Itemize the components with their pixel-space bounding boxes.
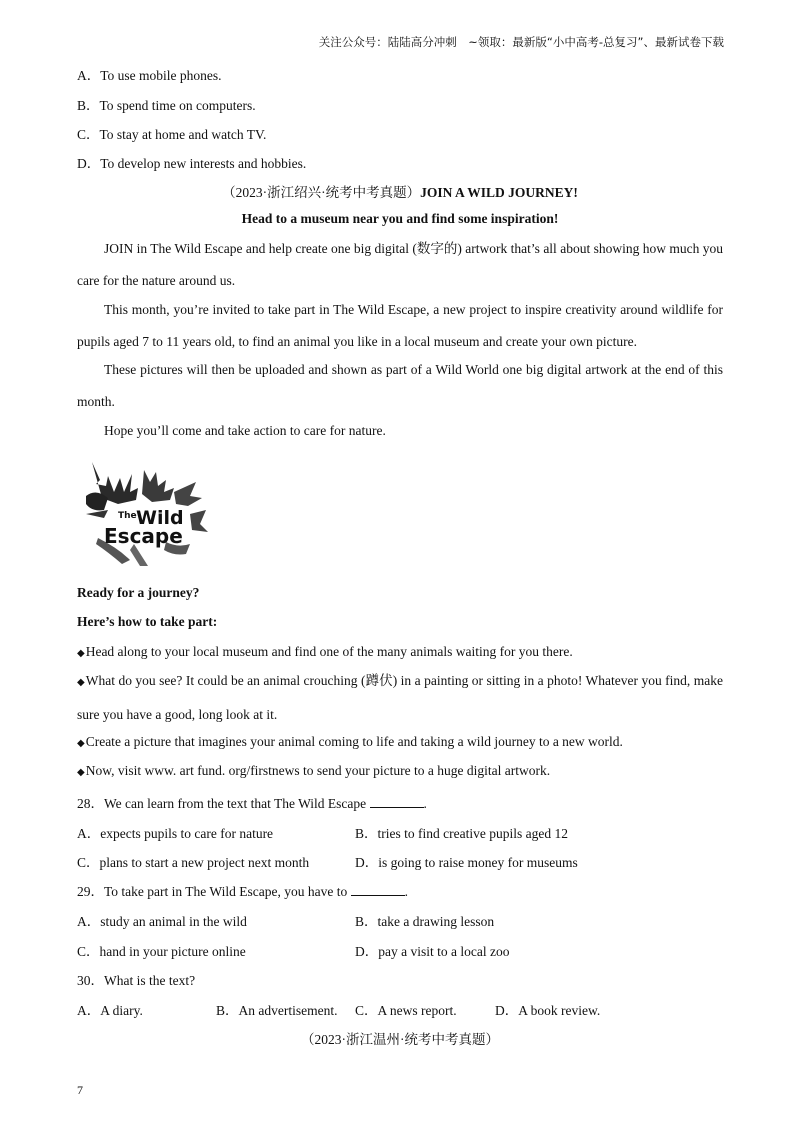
passage-heading xyxy=(0,181,800,201)
diamond-bullet-icon: ◆ xyxy=(77,767,85,778)
step-4 xyxy=(77,763,550,779)
step-4-text: Now, visit www. art fund. org/firstnews to send your picture to a huge digital artwork. xyxy=(85,763,551,778)
question-28-stem: 28．We can learn from the text that The Wild Escape xyxy=(77,796,370,811)
q30-option-d: D．A book review. xyxy=(495,1003,601,1018)
wild-escape-logo xyxy=(78,452,210,570)
q28-option-c: C．plans to start a new project next month xyxy=(77,855,310,870)
q30-option-a: A．A diary. xyxy=(77,1003,143,1018)
how-heading: Here’s how to take part: xyxy=(77,614,218,629)
paragraph-4: Hope you’ll come and take action to care for nature. xyxy=(104,423,386,438)
prev-option-a: A．To use mobile phones. xyxy=(77,68,222,83)
q30-option-b: B．An advertisement. xyxy=(216,1003,338,1018)
answer-blank xyxy=(351,883,405,896)
question-28 xyxy=(77,792,427,812)
question-30: 30．What is the text? xyxy=(77,973,196,988)
passage-subtitle: Head to a museum near you and find some inspiration! xyxy=(241,211,559,226)
q29-option-b: B．take a drawing lesson xyxy=(355,914,495,929)
passage-source: （2023·浙江绍兴·统考中考真题） xyxy=(222,185,421,200)
step-2 xyxy=(77,665,723,731)
q28-option-d: D．is going to raise money for museums xyxy=(355,855,578,870)
step-1-text: Head along to your local museum and find one of the many animals waiting for you there. xyxy=(85,644,573,659)
prev-option-b: B．To spend time on computers. xyxy=(77,98,256,113)
q29-option-a: A．study an animal in the wild xyxy=(77,914,247,929)
ready-heading: Ready for a journey? xyxy=(77,585,200,600)
page-number: 7 xyxy=(77,1083,83,1097)
q29-option-d: D．pay a visit to a local zoo xyxy=(355,944,510,959)
paragraph-2: This month, you’re invited to take part in The Wild Escape, a new project to inspire creativity around wildlife for pupils aged 7 to 11 years old, to find an animal you like in a local museum and create your own picture. xyxy=(77,302,723,349)
next-source: （2023·浙江温州·统考中考真题） xyxy=(301,1032,499,1047)
step-3 xyxy=(77,734,623,750)
question-28-end: . xyxy=(423,796,427,811)
question-29-stem: 29．To take part in The Wild Escape, you have to xyxy=(77,884,351,899)
diamond-bullet-icon: ◆ xyxy=(77,738,85,749)
step-3-text: Create a picture that imagines your animal coming to life and taking a wild journey to a new world. xyxy=(85,734,623,749)
prev-option-c: C．To stay at home and watch TV. xyxy=(77,127,267,142)
paragraph-1: JOIN in The Wild Escape and help create one big digital (数字的) artwork that’s all about showing how much you care for the nature around us. xyxy=(77,241,723,288)
prev-option-d: D．To develop new interests and hobbies. xyxy=(77,156,307,171)
diamond-bullet-icon: ◆ xyxy=(77,677,85,688)
logo-text-the: The xyxy=(118,511,137,521)
passage-title: JOIN A WILD JOURNEY! xyxy=(420,185,578,200)
paragraph-3: These pictures will then be uploaded and shown as part of a Wild World one big digital artwork at the end of this month. xyxy=(77,362,723,409)
q29-option-c: C．hand in your picture online xyxy=(77,944,246,959)
step-1 xyxy=(77,644,573,660)
answer-blank xyxy=(370,795,424,808)
logo-text-escape: Escape xyxy=(104,524,183,548)
logo-text-wild: Wild xyxy=(136,507,184,529)
q28-option-a: A．expects pupils to care for nature xyxy=(77,826,274,841)
diamond-bullet-icon: ◆ xyxy=(77,648,85,659)
q28-option-b: B．tries to find creative pupils aged 12 xyxy=(355,826,568,841)
page-header: 关注公众号：陆陆高分冲刺 ~领取：最新版“小中高考-总复习”、最新试卷下载 xyxy=(318,35,724,49)
question-29-end: . xyxy=(404,884,408,899)
step-2-text: What do you see? It could be an animal crouching (蹲伏) in a painting or sitting in a photo! Whatever you find, make sure you have a good, long look at it. xyxy=(77,673,723,722)
question-29 xyxy=(77,880,408,900)
q30-option-c: C．A news report. xyxy=(355,1003,457,1018)
